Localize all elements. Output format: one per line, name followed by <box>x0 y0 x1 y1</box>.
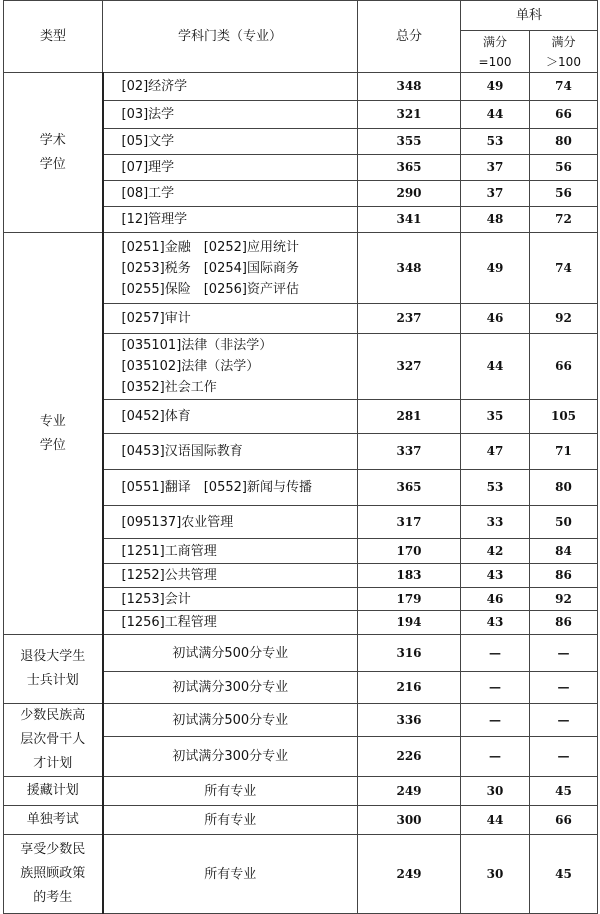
total-score: 194 <box>358 611 461 635</box>
single-gt100-score: — <box>530 704 598 737</box>
category-cell: 援藏计划 <box>4 777 103 806</box>
table-row <box>4 704 598 737</box>
single-gt100-score: 74 <box>530 233 598 304</box>
subject-cell: 初试满分300分专业 <box>103 672 358 704</box>
category-cell: 学术 学位 <box>4 73 103 233</box>
single-gt100-score: 72 <box>530 207 598 233</box>
subject-cell: 所有专业 <box>103 806 358 835</box>
total-score: 216 <box>358 672 461 704</box>
total-score: 249 <box>358 777 461 806</box>
total-score: 327 <box>358 334 461 400</box>
total-score: 170 <box>358 539 461 564</box>
total-score: 237 <box>358 304 461 334</box>
table-row <box>4 806 598 835</box>
total-score: 321 <box>358 101 461 129</box>
total-score: 183 <box>358 564 461 588</box>
single-100-score: 46 <box>461 304 530 334</box>
total-score: 337 <box>358 434 461 470</box>
subject-cell: [05]文学 <box>103 129 358 155</box>
single-gt100-score: — <box>530 635 598 672</box>
total-score: 348 <box>358 73 461 101</box>
single-100-score: 37 <box>461 181 530 207</box>
single-100-score: 47 <box>461 434 530 470</box>
single-100-score: 30 <box>461 835 530 914</box>
single-100-score: 44 <box>461 806 530 835</box>
single-100-score: — <box>461 672 530 704</box>
single-gt100-score: 86 <box>530 564 598 588</box>
single-gt100-score: 84 <box>530 539 598 564</box>
single-100-score: 46 <box>461 588 530 611</box>
header-single-gt100: 满分 ＞100 <box>530 31 598 73</box>
category-cell: 少数民族高 层次骨干人 才计划 <box>4 704 103 777</box>
single-gt100-score: 50 <box>530 506 598 539</box>
table-row <box>4 635 598 672</box>
subject-cell: 初试满分500分专业 <box>103 635 358 672</box>
score-table <box>3 0 598 914</box>
single-100-score: 30 <box>461 777 530 806</box>
subject-cell: 所有专业 <box>103 835 358 914</box>
single-100-score: — <box>461 635 530 672</box>
table-row <box>4 835 598 914</box>
total-score: 226 <box>358 737 461 777</box>
single-gt100-score: 71 <box>530 434 598 470</box>
subject-cell: [0452]体育 <box>103 400 358 434</box>
single-100-score: 43 <box>461 611 530 635</box>
subject-cell: [1256]工程管理 <box>103 611 358 635</box>
single-100-score: 53 <box>461 129 530 155</box>
single-100-score: 37 <box>461 155 530 181</box>
subject-cell: [07]理学 <box>103 155 358 181</box>
table-row <box>4 233 598 304</box>
total-score: 249 <box>358 835 461 914</box>
category-cell: 专业 学位 <box>4 233 103 635</box>
header-single: 单科 <box>461 1 598 31</box>
total-score: 281 <box>358 400 461 434</box>
total-score: 365 <box>358 470 461 506</box>
single-100-score: 43 <box>461 564 530 588</box>
header-single-100: 满分 =100 <box>461 31 530 73</box>
single-100-score: 48 <box>461 207 530 233</box>
single-gt100-score: 66 <box>530 101 598 129</box>
single-gt100-score: 80 <box>530 470 598 506</box>
subject-cell: [035101]法律（非法学） [035102]法律（法学） [0352]社会工作 <box>103 334 358 400</box>
subject-cell: [03]法学 <box>103 101 358 129</box>
total-score: 348 <box>358 233 461 304</box>
single-gt100-score: — <box>530 672 598 704</box>
category-cell: 退役大学生 士兵计划 <box>4 635 103 704</box>
total-score: 300 <box>358 806 461 835</box>
subject-cell: [08]工学 <box>103 181 358 207</box>
total-score: 341 <box>358 207 461 233</box>
single-100-score: 44 <box>461 334 530 400</box>
single-gt100-score: 74 <box>530 73 598 101</box>
table-row <box>4 777 598 806</box>
subject-cell: [0453]汉语国际教育 <box>103 434 358 470</box>
total-score: 336 <box>358 704 461 737</box>
header-total: 总分 <box>358 1 461 73</box>
subject-cell: [095137]农业管理 <box>103 506 358 539</box>
single-100-score: 49 <box>461 233 530 304</box>
single-gt100-score: 56 <box>530 181 598 207</box>
total-score: 317 <box>358 506 461 539</box>
single-gt100-score: 86 <box>530 611 598 635</box>
single-gt100-score: — <box>530 737 598 777</box>
subject-cell: 所有专业 <box>103 777 358 806</box>
header-type: 类型 <box>4 1 103 73</box>
subject-cell: [1253]会计 <box>103 588 358 611</box>
single-gt100-score: 92 <box>530 588 598 611</box>
single-gt100-score: 105 <box>530 400 598 434</box>
single-100-score: 53 <box>461 470 530 506</box>
subject-cell: [0257]审计 <box>103 304 358 334</box>
subject-cell: 初试满分300分专业 <box>103 737 358 777</box>
subject-cell: [0551]翻译 [0552]新闻与传播 <box>103 470 358 506</box>
single-100-score: 35 <box>461 400 530 434</box>
subject-cell: [12]管理学 <box>103 207 358 233</box>
subject-cell: [1251]工商管理 <box>103 539 358 564</box>
category-cell: 单独考试 <box>4 806 103 835</box>
subject-cell: 初试满分500分专业 <box>103 704 358 737</box>
total-score: 365 <box>358 155 461 181</box>
header-subject: 学科门类（专业） <box>103 1 358 73</box>
total-score: 316 <box>358 635 461 672</box>
single-gt100-score: 45 <box>530 835 598 914</box>
single-gt100-score: 66 <box>530 334 598 400</box>
total-score: 179 <box>358 588 461 611</box>
subject-cell: [02]经济学 <box>103 73 358 101</box>
table-row <box>4 73 598 101</box>
single-gt100-score: 92 <box>530 304 598 334</box>
single-gt100-score: 45 <box>530 777 598 806</box>
single-gt100-score: 66 <box>530 806 598 835</box>
total-score: 355 <box>358 129 461 155</box>
single-gt100-score: 56 <box>530 155 598 181</box>
single-100-score: 33 <box>461 506 530 539</box>
single-gt100-score: 80 <box>530 129 598 155</box>
single-100-score: 49 <box>461 73 530 101</box>
subject-cell: [0251]金融 [0252]应用统计 [0253]税务 [0254]国际商务 [0255]保险 [0256]资产评估 <box>103 233 358 304</box>
subject-cell: [1252]公共管理 <box>103 564 358 588</box>
total-score: 290 <box>358 181 461 207</box>
category-cell: 享受少数民 族照顾政策 的考生 <box>4 835 103 914</box>
single-100-score: — <box>461 737 530 777</box>
single-100-score: — <box>461 704 530 737</box>
single-100-score: 44 <box>461 101 530 129</box>
single-100-score: 42 <box>461 539 530 564</box>
